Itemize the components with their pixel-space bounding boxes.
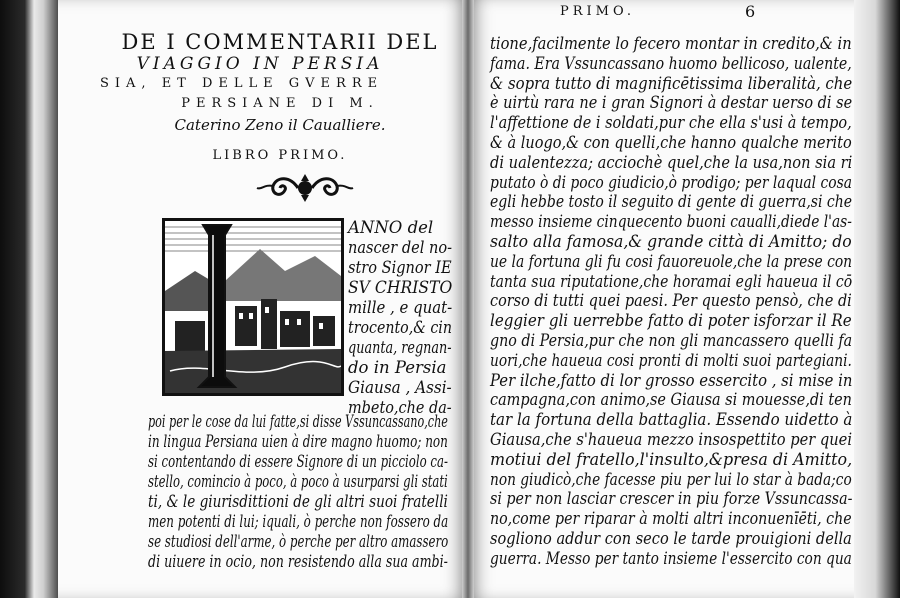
text-line: ti, & le giurisdittioni de gli altri suoi fratelli [148, 492, 448, 511]
decorated-initial [162, 218, 344, 396]
text-line: tione,facilmente lo fecero montar in credito,& in [490, 34, 852, 53]
title-line: PERSIANE DI M. [181, 96, 379, 111]
text-line: nascer del no- [348, 238, 453, 257]
text-line: ANNO del [348, 218, 434, 237]
running-head: PRIMO. [560, 4, 636, 19]
text-line: mille , e quat- [348, 298, 453, 317]
title-line: VIAGGIO IN PERSIA [136, 54, 384, 74]
book-gutter [462, 0, 474, 598]
text-line: tanta sua riputatione,che horamai egli haueua il cō [490, 271, 853, 291]
text-line: di uiuere in ocio, non resistendo alla sua ambi- [148, 552, 448, 571]
text-line: uori,che haueua cosi pronti di molti suoi partegiani. [490, 350, 852, 370]
text-line: stro Signor IE [348, 258, 452, 277]
page-number: 6 [745, 2, 756, 21]
book-heading: LIBRO PRIMO. [212, 148, 348, 163]
text-line: & à luogo,& con quelli,che hanno qualche merito [490, 133, 852, 152]
text-line: Giausa , Assi- [348, 378, 452, 397]
title-line: Caterino Zeno il Caualliere. [174, 116, 386, 134]
ornament-icon [255, 170, 355, 206]
chapter-title [100, 30, 460, 163]
text-line: stello, comincio à poco, à poco à usurparsi gli stati [148, 472, 448, 491]
text-line: fama. Era Vssuncassano huomo bellicoso, ualente, [490, 53, 852, 73]
text-line: salto alla famosa,& grande città di Amitto; do [490, 232, 852, 251]
text-line: men potenti di lui; iquali, ò perche non fossero da [148, 512, 449, 531]
text-line: in lingua Persiana uien à dire magno huomo; non [148, 432, 448, 451]
text-line: quanta, regnan- [348, 338, 452, 357]
text-line: l'affettione de i soldati,pur che ella s'usi à tempo, [490, 113, 852, 133]
text-line: leggier gli uerrebbe fatto di poter isforzar il Re [490, 311, 852, 331]
text-line: si contentando di essere Signore di un picciolo ca- [148, 452, 448, 471]
text-line: putato ò di poco giudicio,ò prodigo; per laqual cosa [490, 172, 852, 192]
text-line: corso di tutti quei paesi. Per questo pensò, che di [490, 291, 852, 311]
text-line: poi per le cose da lui fatte,si disse Vssuncassano,che [148, 412, 448, 431]
text-line: non giudicò,che facesse piu per lui lo star à bada;co [490, 469, 852, 489]
text-line: sogliono addur con seco le tarde prouigioni della [490, 529, 852, 548]
text-line: gno di Persia,pur che non gli mancassero quelli fa [490, 331, 853, 350]
text-line: campagna,con animo,se Giausa si mouesse,di ten [490, 390, 852, 410]
text-line: è uirtù rara ne i gran Signori à destar uerso di se [490, 93, 853, 113]
text-line: guerra. Messo per tanto insieme l'essercito con qua [490, 548, 852, 568]
text-line: messo insieme cinquecento buoni caualli,diede l'as- [490, 212, 852, 232]
text-line: do in Persia [348, 358, 447, 377]
text-line: motiui del fratello,l'insulto,&presa di Amitto, [490, 449, 853, 469]
woodcut-city-illustration [165, 221, 341, 393]
text-line: SV CHRISTO [348, 278, 453, 297]
title-line: DE I COMMENTARII DEL [121, 30, 439, 54]
text-line: no,come per riparar à molti altri inconuenīēti, che [490, 509, 852, 529]
text-line: si per non lasciar crescer in piu forze Vssuncassa- [490, 489, 853, 509]
text-line: mbeto,che da- [348, 398, 452, 417]
text-line: tar la fortuna della battaglia. Essendo uidetto à [490, 410, 853, 430]
text-line: Per ilche,fatto di lor grosso essercito , si mise in [490, 370, 853, 390]
text-line: Giausa,che s'haueua mezzo insospettito per quei [490, 430, 853, 449]
text-line: se studiosi dell'arme, ò perche per altro amassero [148, 532, 449, 551]
text-line: & sopra tutto di magnificētissima liberalità, che [490, 73, 853, 93]
text-line: egli hebbe tosto il seguito di gente di guerra,si che [490, 192, 852, 212]
text-line: di ualentezza; acciochè quel,che la usa,non sia ri [490, 152, 853, 172]
text-line: trocento,& cin [348, 318, 452, 337]
title-line: SIA, ET DELLE GVERRE [100, 76, 384, 91]
text-line: ue la fortuna gli fu cosi fauoreuole,che la prese con [490, 251, 853, 271]
